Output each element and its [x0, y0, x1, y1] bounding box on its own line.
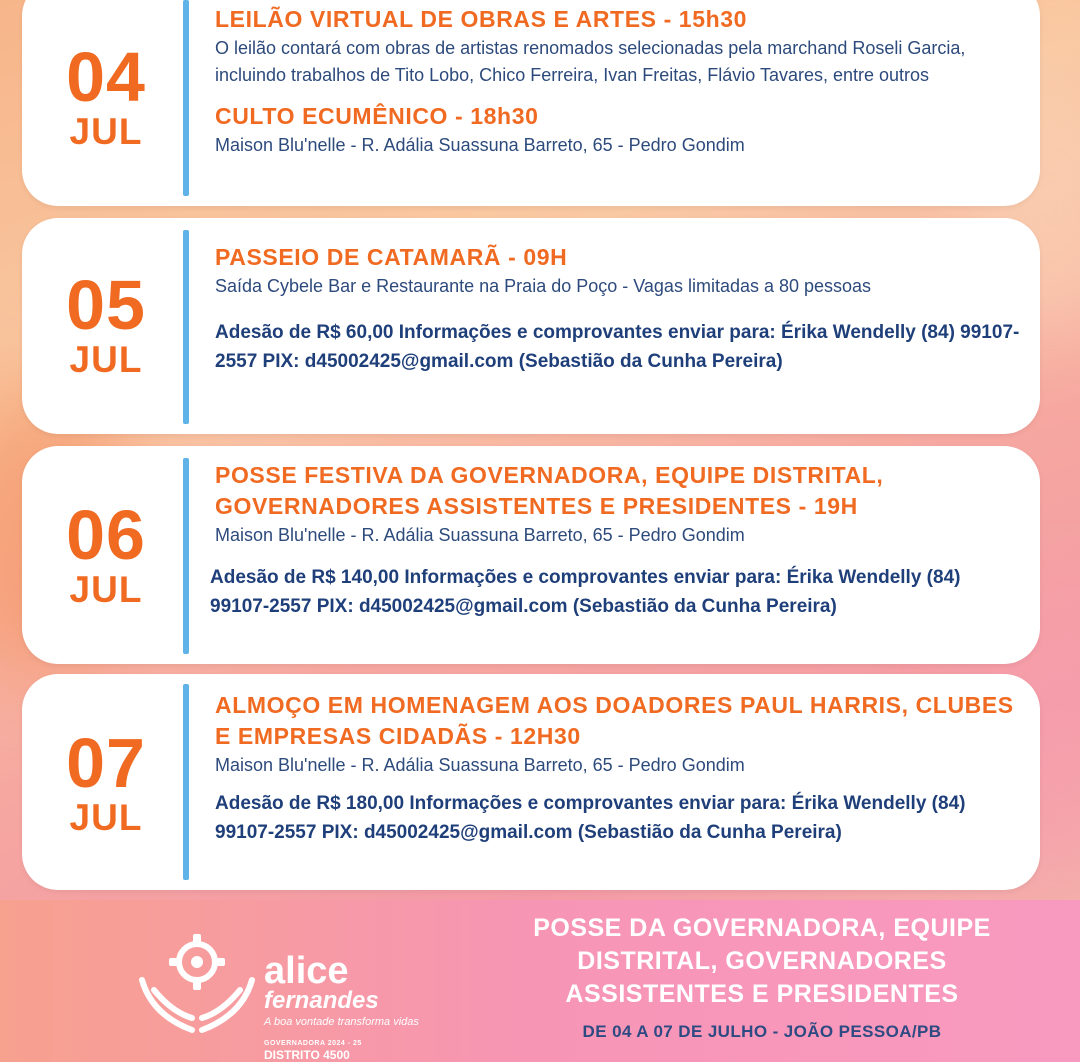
date-block — [22, 724, 190, 838]
logo-governor-term: GOVERNADORA 2024 - 25 — [264, 1040, 362, 1047]
divider-bar — [183, 684, 189, 880]
date-month: JUL — [69, 569, 143, 610]
event-description: Maison Blu'nelle - R. Adália Suassuna Barreto, 65 - Pedro Gondim — [215, 755, 745, 775]
event-title: CULTO ECUMÊNICO - 18h30 — [215, 103, 539, 129]
event-title: POSSE FESTIVA DA GOVERNADORA, EQUIPE DISTRITAL, GOVERNADORES ASSISTENTES E PRESIDENTES - 19H — [215, 462, 884, 519]
footer-banner — [0, 900, 1080, 1062]
date-block — [22, 496, 190, 610]
date-month: JUL — [69, 797, 143, 838]
date-block — [22, 266, 190, 380]
event-description: Saída Cybele Bar e Restaurante na Praia do Poço - Vagas limitadas a 80 pessoas — [215, 276, 872, 296]
hands-gear-icon — [132, 920, 262, 1050]
event-description: Maison Blu'nelle - R. Adália Suassuna Barreto, 65 - Pedro Gondim — [215, 525, 745, 545]
event-card-04 — [22, 0, 1040, 206]
date-day: 07 — [66, 724, 146, 802]
logo-name: alice — [264, 950, 349, 992]
date-month: JUL — [69, 339, 143, 380]
date-block — [22, 38, 190, 152]
event-registration-info: Adesão de R$ 140,00 Informações e comprovantes enviar para: Érika Wendelly (84) 99107-2557 PIX: d45002425@gmail.com (Sebastião da Cunha Pereira) — [210, 567, 961, 617]
logo-surname: fernandes — [264, 987, 379, 1014]
event-card-07 — [22, 674, 1040, 890]
event-card-05 — [22, 218, 1040, 434]
event-registration-info: Adesão de R$ 60,00 Informações e comprovantes enviar para: Érika Wendelly (84) 99107-2557 PIX: d45002425@gmail.com (Sebastião da Cunha Pereira) — [215, 322, 1020, 372]
date-day: 06 — [66, 496, 146, 574]
event-description: Maison Blu'nelle - R. Adália Suassuna Barreto, 65 - Pedro Gondim — [215, 135, 745, 155]
logo-tagline: A boa vontade transforma vidas — [264, 1016, 419, 1028]
event-title: ALMOÇO EM HOMENAGEM AOS DOADORES PAUL HARRIS, CLUBES E EMPRESAS CIDADÃS - 12H30 — [215, 692, 1014, 749]
event-description: O leilão contará com obras de artistas renomados selecionadas pela marchand Roseli Garcia, incluindo trabalhos de Tito Lobo, Chico Ferreira, Ivan Freitas, Flávio Tavares, entre outros — [215, 38, 966, 85]
logo-district: DISTRITO 4500 — [264, 1048, 350, 1062]
footer-subtitle: DE 04 A 07 DE JULHO - JOÃO PESSOA/PB — [582, 1022, 942, 1041]
event-title: PASSEIO DE CATAMARÃ - 09H — [215, 244, 568, 270]
event-card-06 — [22, 446, 1040, 664]
divider-bar — [183, 0, 189, 196]
event-registration-info: Adesão de R$ 180,00 Informações e comprovantes enviar para: Érika Wendelly (84) 99107-2557 PIX: d45002425@gmail.com (Sebastião da Cunha Pereira) — [215, 793, 966, 843]
footer-title: POSSE DA GOVERNADORA, EQUIPE DISTRITAL, GOVERNADORES ASSISTENTES E PRESIDENTES — [533, 914, 991, 1008]
brand-logo — [132, 920, 462, 1062]
date-month: JUL — [69, 111, 143, 152]
divider-bar — [183, 458, 189, 654]
divider-bar — [183, 230, 189, 424]
date-day: 05 — [66, 266, 146, 344]
date-day: 04 — [66, 38, 146, 116]
event-title: LEILÃO VIRTUAL DE OBRAS E ARTES - 15h30 — [215, 6, 748, 32]
